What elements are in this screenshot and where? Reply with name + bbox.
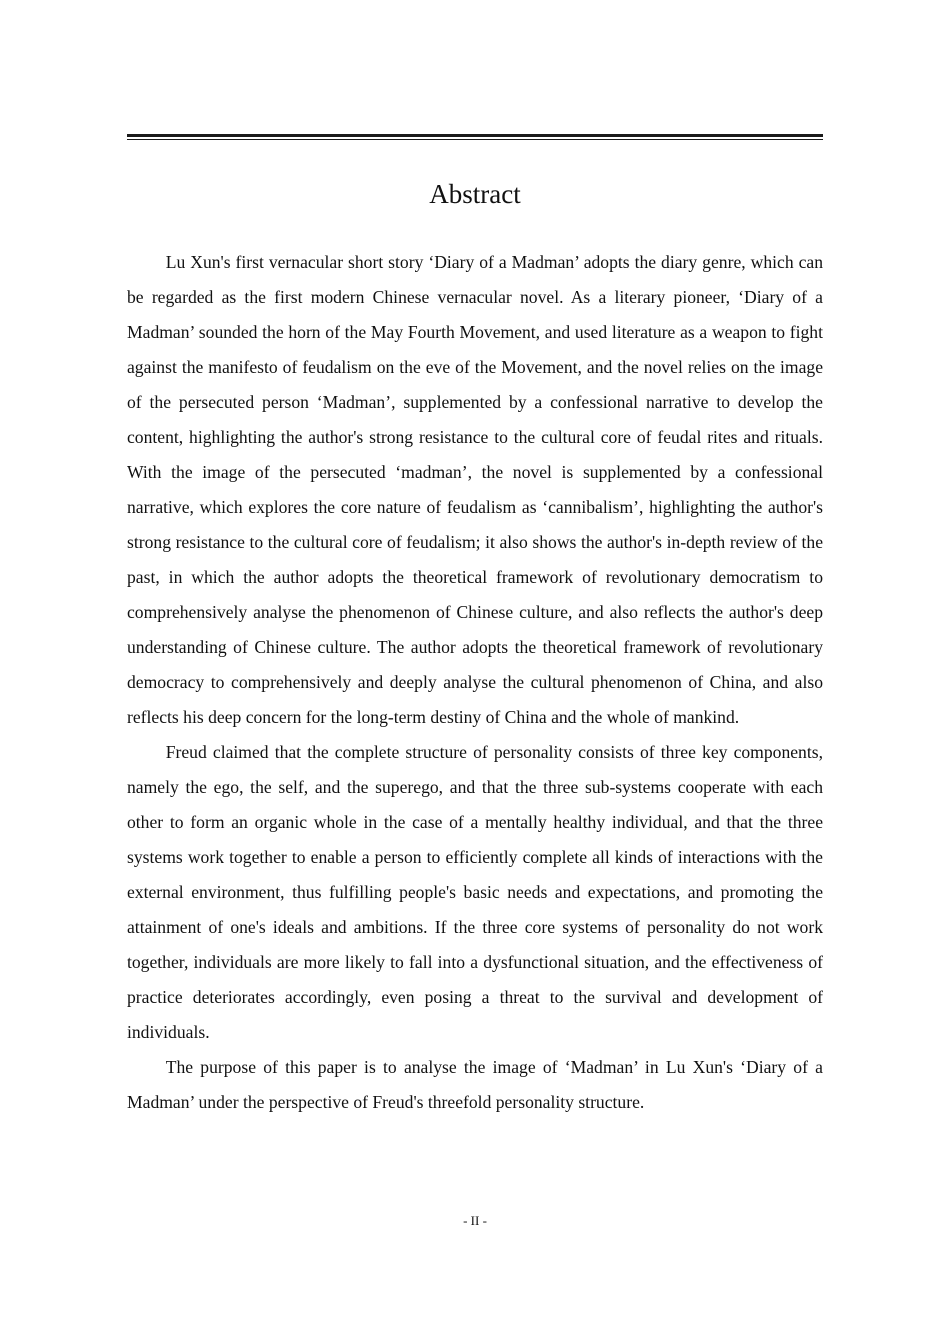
abstract-paragraph-3: The purpose of this paper is to analyse the image of ‘Madman’ in Lu Xun's ‘Diary of a Madman’ under the perspective of Freud's threefold personality structure. [127, 1057, 823, 1112]
abstract-paragraph-1: Lu Xun's first vernacular short story ‘Diary of a Madman’ adopts the diary genre, which can be regarded as the first modern Chinese vernacular novel. As a literary pioneer, ‘Diary of a Madman’ sounded the horn of the May Fourth Movement, and used literature as a weapon to fight against the manifesto of feudalism on the eve of the Movement, and the novel relies on the image of the persecuted person ‘Madman’, supplemented by a confessional narrative to develop the content, highlighting the author's strong resistance to the cultural core of feudal rites and rituals. With the image of the persecuted ‘madman’, the novel is supplemented by a confessional narrative, which explores the core nature of feudalism as ‘cannibalism’, highlighting the author's strong resistance to the cultural core of feudalism; it also shows the author's in-depth review of the past, in which the author adopts the theoretical framework of revolutionary democratism to comprehensively analyse the phenomenon of Chinese culture, and also reflects the author's deep understanding of Chinese culture. The author adopts the theoretical framework of revolutionary democracy to comprehensively and deeply analyse the cultural phenomenon of China, and also reflects his deep concern for the long-term destiny of China and the whole of mankind. [127, 252, 823, 727]
abstract-paragraph-2: Freud claimed that the complete structure of personality consists of three key components, namely the ego, the self, and the superego, and that the three sub-systems cooperate with each other to form an organic whole in the case of a mentally healthy individual, and that the three systems work together to enable a person to efficiently complete all kinds of interactions with the external environment, thus fulfilling people's basic needs and expectations, and promoting the attainment of one's ideals and ambitions. If the three core systems of personality do not work together, individuals are more likely to fall into a dysfunctional situation, and the effectiveness of practice deteriorates accordingly, even posing a threat to the survival and development of individuals. [127, 742, 823, 1042]
header-rule-thin [127, 139, 823, 140]
header-rule-thick [127, 134, 823, 137]
abstract-body [127, 245, 823, 1120]
page-number: - II - [463, 1213, 487, 1228]
abstract-title: Abstract [429, 179, 521, 209]
